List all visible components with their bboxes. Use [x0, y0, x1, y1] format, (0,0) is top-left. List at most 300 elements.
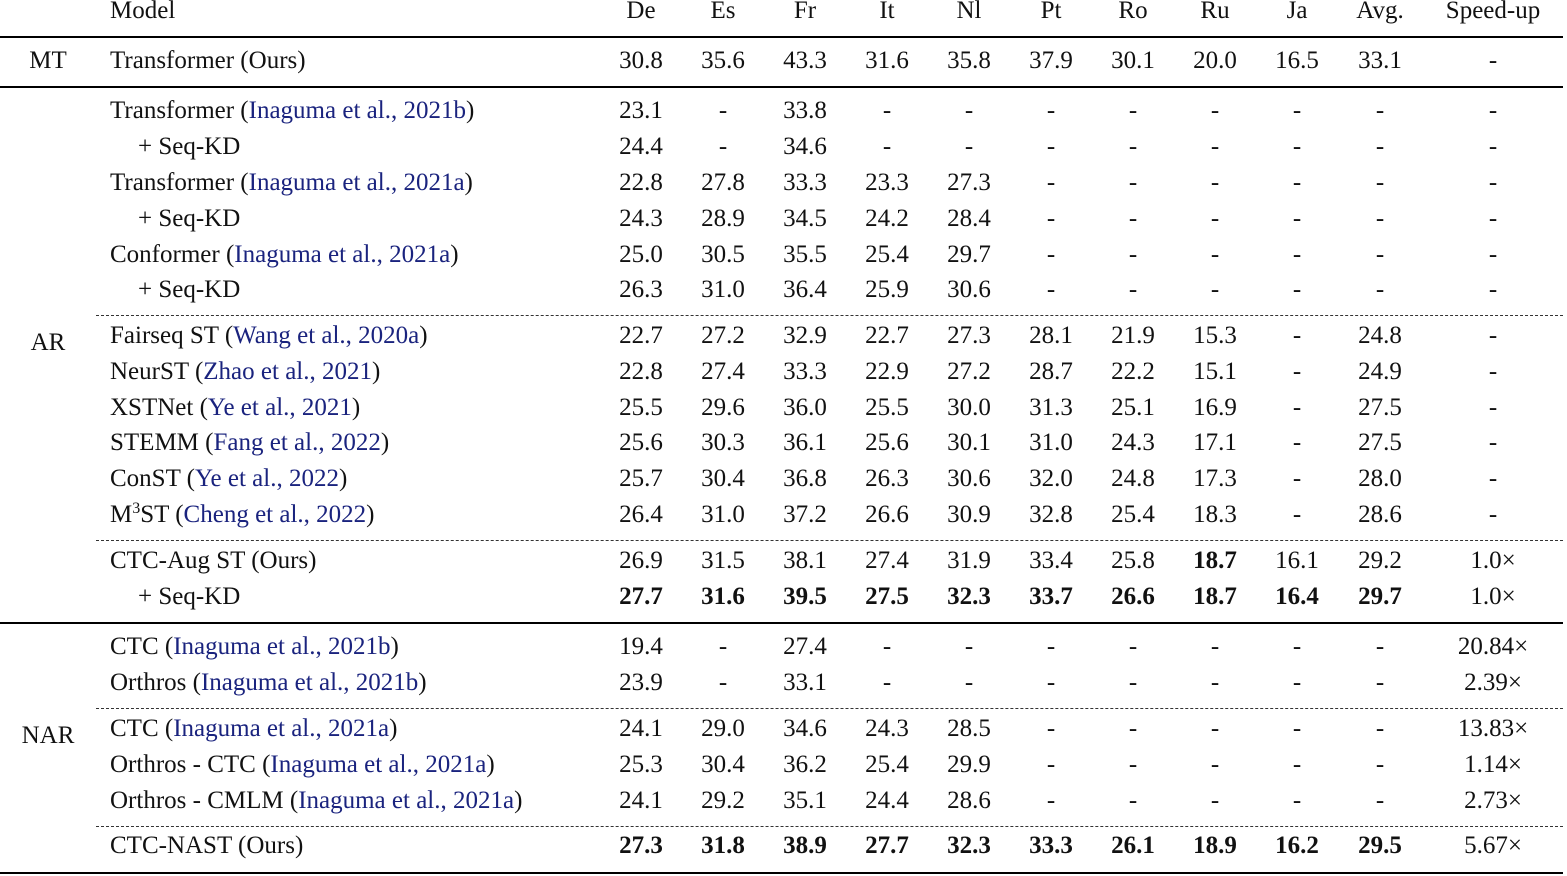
value-cell: 29.5: [1358, 832, 1402, 859]
bottom-rule: [0, 872, 1563, 874]
value-cell: 37.9: [1029, 47, 1073, 74]
model-text: ): [351, 394, 361, 421]
value-cell: 31.6: [865, 47, 909, 74]
value-cell: -: [1488, 169, 1498, 196]
model-name: [110, 321, 428, 351]
model-text: ): [465, 97, 475, 124]
model-text: ): [390, 633, 399, 660]
value-cell: -: [1292, 241, 1302, 268]
model-text: ): [366, 501, 375, 528]
value-cell: 16.2: [1275, 832, 1319, 859]
value-cell: 36.8: [783, 465, 827, 492]
value-cell: 34.6: [783, 133, 827, 160]
value-cell: 22.9: [865, 358, 909, 385]
model-name: [110, 546, 316, 576]
value-cell: 33.1: [783, 669, 827, 696]
value-cell: 38.1: [783, 547, 827, 574]
citation-link[interactable]: Cheng et al., 2022: [183, 501, 367, 528]
value-cell: 25.0: [619, 241, 663, 268]
value-cell: 31.9: [947, 547, 991, 574]
value-cell: 28.5: [947, 715, 991, 742]
model-name: [138, 132, 240, 162]
value-cell: 33.3: [783, 358, 827, 385]
model-name: [110, 464, 347, 494]
model-text: ConST (: [110, 465, 195, 492]
value-cell: -: [1375, 97, 1385, 124]
value-cell: 28.0: [1358, 465, 1402, 492]
value-cell: -: [1210, 276, 1220, 303]
citation-link[interactable]: Zhao et al., 2021: [203, 358, 372, 385]
model-text: Conformer (: [110, 241, 235, 268]
value-cell: 36.2: [783, 751, 827, 778]
value-cell: 30.9: [947, 501, 991, 528]
citation-link[interactable]: Inaguma et al., 2021a: [234, 241, 451, 268]
value-cell: 33.8: [783, 97, 827, 124]
model-text: CTC-Aug ST (Ours): [110, 547, 317, 574]
model-name: [110, 500, 374, 530]
value-cell: -: [718, 97, 728, 124]
value-cell: 1.0×: [1470, 583, 1516, 610]
value-cell: -: [1375, 169, 1385, 196]
value-cell: -: [882, 133, 892, 160]
value-cell: 27.7: [619, 583, 663, 610]
model-name: [138, 582, 240, 612]
value-cell: -: [1128, 787, 1138, 814]
value-cell: 25.5: [865, 394, 909, 421]
value-cell: -: [1488, 97, 1498, 124]
value-cell: 27.5: [1358, 394, 1402, 421]
value-cell: -: [882, 669, 892, 696]
value-cell: 34.5: [783, 205, 827, 232]
model-text: Orthros - CTC (: [110, 751, 271, 778]
model-name: [110, 786, 522, 816]
value-cell: -: [964, 633, 974, 660]
value-cell: 25.9: [865, 276, 909, 303]
value-cell: 26.1: [1111, 832, 1155, 859]
value-cell: 31.6: [701, 583, 745, 610]
group-label-ar: AR: [30, 329, 66, 356]
value-cell: -: [1488, 394, 1498, 421]
value-cell: 27.3: [947, 169, 991, 196]
value-cell: 22.7: [619, 322, 663, 349]
value-cell: 29.0: [701, 715, 745, 742]
value-cell: 22.7: [865, 322, 909, 349]
value-cell: 20.0: [1193, 47, 1237, 74]
model-text: ): [450, 241, 459, 268]
dashed-separator: [96, 540, 1563, 541]
model-text: + Seq-KD: [138, 276, 241, 303]
value-cell: -: [1292, 133, 1302, 160]
value-cell: 28.6: [947, 787, 991, 814]
value-cell: -: [1210, 751, 1220, 778]
model-name: [110, 96, 474, 126]
model-text: + Seq-KD: [138, 205, 241, 232]
model-text: ): [338, 465, 348, 492]
value-cell: 29.2: [1358, 547, 1402, 574]
model-text: XSTNet (: [110, 394, 208, 421]
value-cell: 30.6: [947, 465, 991, 492]
value-cell: 15.1: [1193, 358, 1237, 385]
model-name: [138, 275, 240, 305]
citation-link[interactable]: Ye et al., 2021: [207, 394, 352, 421]
model-name: [110, 357, 380, 387]
model-text: ): [514, 787, 523, 814]
value-cell: 18.7: [1193, 547, 1237, 574]
mt-rule: [0, 86, 1563, 88]
value-cell: 30.1: [1111, 47, 1155, 74]
value-cell: 24.3: [1111, 429, 1155, 456]
value-cell: -: [1046, 669, 1056, 696]
value-cell: -: [1210, 205, 1220, 232]
value-cell: 33.4: [1029, 547, 1073, 574]
value-cell: -: [1046, 276, 1056, 303]
value-cell: 25.4: [1111, 501, 1155, 528]
model-text: Orthros - CMLM (: [110, 787, 299, 814]
model-name: [110, 831, 303, 861]
value-cell: -: [1375, 205, 1385, 232]
value-cell: 18.3: [1193, 501, 1237, 528]
value-cell: 24.3: [865, 715, 909, 742]
header-rule: [0, 36, 1563, 38]
value-cell: -: [1375, 669, 1385, 696]
model-name: [110, 428, 389, 458]
value-cell: -: [1046, 169, 1056, 196]
value-cell: 35.1: [783, 787, 827, 814]
value-cell: 35.8: [947, 47, 991, 74]
citation-link[interactable]: Ye et al., 2022: [194, 465, 339, 492]
value-cell: 32.3: [947, 583, 991, 610]
model-text: Orthros (: [110, 669, 201, 696]
value-cell: 29.7: [947, 241, 991, 268]
value-cell: 32.3: [947, 832, 991, 859]
value-cell: 25.7: [619, 465, 663, 492]
value-cell: -: [1292, 276, 1302, 303]
value-cell: -: [1046, 241, 1056, 268]
value-cell: -: [1488, 205, 1498, 232]
value-cell: -: [1128, 751, 1138, 778]
citation-link[interactable]: Inaguma et al., 2021b: [200, 669, 419, 696]
dashed-separator: [96, 315, 1563, 316]
value-cell: 24.9: [1358, 358, 1402, 385]
value-cell: -: [718, 633, 728, 660]
value-cell: -: [964, 97, 974, 124]
value-cell: -: [1210, 669, 1220, 696]
value-cell: 18.9: [1193, 832, 1237, 859]
model-name: [110, 240, 459, 270]
value-cell: -: [1210, 633, 1220, 660]
value-cell: 28.1: [1029, 322, 1073, 349]
value-cell: -: [1488, 47, 1498, 74]
value-cell: 16.5: [1275, 47, 1319, 74]
value-cell: -: [1375, 715, 1385, 742]
value-cell: 32.9: [783, 322, 827, 349]
value-cell: 24.3: [619, 205, 663, 232]
model-text: ): [371, 358, 381, 385]
value-cell: -: [1292, 322, 1302, 349]
model-name: [110, 632, 399, 662]
citation-link[interactable]: Inaguma et al., 2021b: [173, 633, 391, 660]
model-text: ): [464, 169, 473, 196]
value-cell: -: [1488, 322, 1498, 349]
value-cell: -: [1488, 276, 1498, 303]
citation-link[interactable]: Inaguma et al., 2021a: [173, 715, 390, 742]
header-it: It: [879, 0, 895, 24]
value-cell: 28.7: [1029, 358, 1073, 385]
value-cell: 29.9: [947, 751, 991, 778]
value-cell: -: [1128, 169, 1138, 196]
value-cell: -: [1375, 133, 1385, 160]
value-cell: 27.3: [619, 832, 663, 859]
value-cell: 27.4: [701, 358, 745, 385]
value-cell: 18.7: [1193, 583, 1237, 610]
value-cell: 27.5: [1358, 429, 1402, 456]
value-cell: 24.1: [619, 787, 663, 814]
value-cell: -: [1128, 205, 1138, 232]
value-cell: -: [882, 97, 892, 124]
value-cell: -: [1488, 429, 1498, 456]
dashed-separator: [96, 708, 1563, 709]
value-cell: 16.1: [1275, 547, 1319, 574]
value-cell: 22.2: [1111, 358, 1155, 385]
value-cell: 24.8: [1358, 322, 1402, 349]
value-cell: 30.0: [947, 394, 991, 421]
value-cell: -: [1375, 276, 1385, 303]
value-cell: -: [1210, 169, 1220, 196]
value-cell: -: [1046, 787, 1056, 814]
value-cell: -: [1128, 241, 1138, 268]
value-cell: 26.9: [619, 547, 663, 574]
value-cell: 26.6: [1111, 583, 1155, 610]
value-cell: -: [718, 669, 728, 696]
value-cell: -: [1292, 787, 1302, 814]
header-es: Es: [710, 0, 736, 24]
value-cell: -: [1046, 633, 1056, 660]
value-cell: -: [1128, 276, 1138, 303]
value-cell: 27.2: [701, 322, 745, 349]
value-cell: 30.8: [619, 47, 663, 74]
value-cell: -: [1375, 241, 1385, 268]
model-text: CTC-NAST (Ours): [110, 832, 304, 859]
value-cell: -: [882, 633, 892, 660]
value-cell: 43.3: [783, 47, 827, 74]
header-avg: Avg.: [1356, 0, 1404, 24]
value-cell: 31.0: [701, 276, 745, 303]
model-text: ST (: [140, 501, 184, 528]
value-cell: 24.4: [865, 787, 909, 814]
model-text: Transformer (Ours): [110, 47, 306, 74]
value-cell: -: [1046, 715, 1056, 742]
value-cell: -: [1488, 501, 1498, 528]
value-cell: 26.6: [865, 501, 909, 528]
value-cell: 32.0: [1029, 465, 1073, 492]
value-cell: 15.3: [1193, 322, 1237, 349]
value-cell: 24.2: [865, 205, 909, 232]
model-name: [110, 750, 495, 780]
model-name: [110, 714, 397, 744]
value-cell: 20.84×: [1457, 633, 1529, 660]
value-cell: 27.2: [947, 358, 991, 385]
value-cell: 26.4: [619, 501, 663, 528]
header-de: De: [626, 0, 656, 24]
value-cell: 28.6: [1358, 501, 1402, 528]
header-fr: Fr: [793, 0, 817, 24]
value-cell: 37.2: [783, 501, 827, 528]
value-cell: -: [1292, 633, 1302, 660]
value-cell: 27.4: [865, 547, 909, 574]
value-cell: 31.8: [701, 832, 745, 859]
value-cell: -: [1292, 97, 1302, 124]
model-text: Fairseq ST (: [110, 322, 234, 349]
model-text: + Seq-KD: [138, 583, 241, 610]
citation-link[interactable]: Inaguma et al., 2021a: [298, 787, 515, 814]
header-ro: Ro: [1118, 0, 1148, 24]
value-cell: 22.8: [619, 169, 663, 196]
model-text: ): [380, 429, 390, 456]
group-label-mt: MT: [29, 47, 67, 74]
value-cell: -: [1046, 751, 1056, 778]
value-cell: 30.4: [701, 751, 745, 778]
value-cell: -: [1128, 97, 1138, 124]
value-cell: 16.9: [1193, 394, 1237, 421]
value-cell: -: [1375, 787, 1385, 814]
value-cell: 1.14×: [1464, 751, 1522, 778]
value-cell: -: [1210, 133, 1220, 160]
citation-link[interactable]: Wang et al., 2020a: [233, 322, 420, 349]
value-cell: -: [1210, 97, 1220, 124]
value-cell: 21.9: [1111, 322, 1155, 349]
value-cell: 36.0: [783, 394, 827, 421]
value-cell: -: [1046, 205, 1056, 232]
value-cell: -: [1128, 669, 1138, 696]
value-cell: 16.4: [1275, 583, 1319, 610]
model-name: [138, 204, 240, 234]
citation-link[interactable]: Inaguma et al., 2021b: [248, 97, 466, 124]
model-text: ): [486, 751, 495, 778]
value-cell: 2.73×: [1464, 787, 1522, 814]
value-cell: 34.6: [783, 715, 827, 742]
value-cell: -: [1210, 241, 1220, 268]
model-name: [110, 668, 427, 698]
model-text: Transformer (: [110, 169, 249, 196]
model-text: ): [389, 715, 398, 742]
header-nl: Nl: [956, 0, 982, 24]
model-text: M: [110, 501, 133, 528]
value-cell: -: [1292, 429, 1302, 456]
value-cell: 25.8: [1111, 547, 1155, 574]
value-cell: -: [1292, 358, 1302, 385]
value-cell: -: [1488, 133, 1498, 160]
value-cell: 27.5: [865, 583, 909, 610]
value-cell: -: [1128, 633, 1138, 660]
value-cell: 39.5: [783, 583, 827, 610]
value-cell: -: [1292, 205, 1302, 232]
value-cell: -: [1292, 751, 1302, 778]
value-cell: 13.83×: [1457, 715, 1529, 742]
value-cell: -: [1488, 358, 1498, 385]
value-cell: 33.1: [1358, 47, 1402, 74]
model-text: ): [418, 669, 427, 696]
ar-rule: [0, 622, 1563, 624]
value-cell: 27.8: [701, 169, 745, 196]
value-cell: 5.67×: [1464, 832, 1522, 859]
value-cell: 25.3: [619, 751, 663, 778]
header-ru: Ru: [1200, 0, 1230, 24]
value-cell: 26.3: [865, 465, 909, 492]
value-cell: -: [1375, 633, 1385, 660]
value-cell: 25.4: [865, 751, 909, 778]
value-cell: -: [1292, 669, 1302, 696]
value-cell: 23.3: [865, 169, 909, 196]
value-cell: 33.7: [1029, 583, 1073, 610]
value-cell: 25.5: [619, 394, 663, 421]
model-text: CTC (: [110, 633, 174, 660]
value-cell: 30.5: [701, 241, 745, 268]
citation-link[interactable]: Inaguma et al., 2021a: [270, 751, 487, 778]
value-cell: 28.4: [947, 205, 991, 232]
model-superscript: 3: [132, 500, 141, 517]
value-cell: 31.0: [1029, 429, 1073, 456]
value-cell: 2.39×: [1464, 669, 1522, 696]
value-cell: -: [1488, 465, 1498, 492]
value-cell: 31.3: [1029, 394, 1073, 421]
value-cell: 25.6: [865, 429, 909, 456]
value-cell: 17.3: [1193, 465, 1237, 492]
value-cell: 38.9: [783, 832, 827, 859]
value-cell: 29.7: [1358, 583, 1402, 610]
value-cell: 23.1: [619, 97, 663, 124]
value-cell: 25.4: [865, 241, 909, 268]
value-cell: 31.5: [701, 547, 745, 574]
value-cell: -: [964, 669, 974, 696]
citation-link[interactable]: Fang et al., 2022: [213, 429, 381, 456]
value-cell: -: [718, 133, 728, 160]
value-cell: -: [1292, 715, 1302, 742]
model-text: NeurST (: [110, 358, 204, 385]
value-cell: 33.3: [1029, 832, 1073, 859]
value-cell: -: [1488, 241, 1498, 268]
value-cell: 31.0: [701, 501, 745, 528]
value-cell: 27.3: [947, 322, 991, 349]
value-cell: 30.1: [947, 429, 991, 456]
value-cell: 35.6: [701, 47, 745, 74]
value-cell: 23.9: [619, 669, 663, 696]
model-name: [110, 46, 306, 76]
value-cell: 1.0×: [1470, 547, 1516, 574]
value-cell: -: [1046, 97, 1056, 124]
value-cell: 26.3: [619, 276, 663, 303]
value-cell: 30.6: [947, 276, 991, 303]
model-name: [110, 168, 473, 198]
value-cell: -: [1210, 715, 1220, 742]
model-text: ): [419, 322, 428, 349]
value-cell: 35.5: [783, 241, 827, 268]
value-cell: 24.8: [1111, 465, 1155, 492]
value-cell: -: [1375, 751, 1385, 778]
model-name: [110, 393, 360, 423]
value-cell: -: [1292, 501, 1302, 528]
value-cell: 24.4: [619, 133, 663, 160]
header-pt: Pt: [1040, 0, 1062, 24]
value-cell: -: [1128, 133, 1138, 160]
value-cell: 17.1: [1193, 429, 1237, 456]
value-cell: 28.9: [701, 205, 745, 232]
citation-link[interactable]: Inaguma et al., 2021a: [248, 169, 465, 196]
header-ja: Ja: [1286, 0, 1308, 24]
value-cell: 25.1: [1111, 394, 1155, 421]
value-cell: 22.8: [619, 358, 663, 385]
value-cell: 24.1: [619, 715, 663, 742]
value-cell: 29.6: [701, 394, 745, 421]
